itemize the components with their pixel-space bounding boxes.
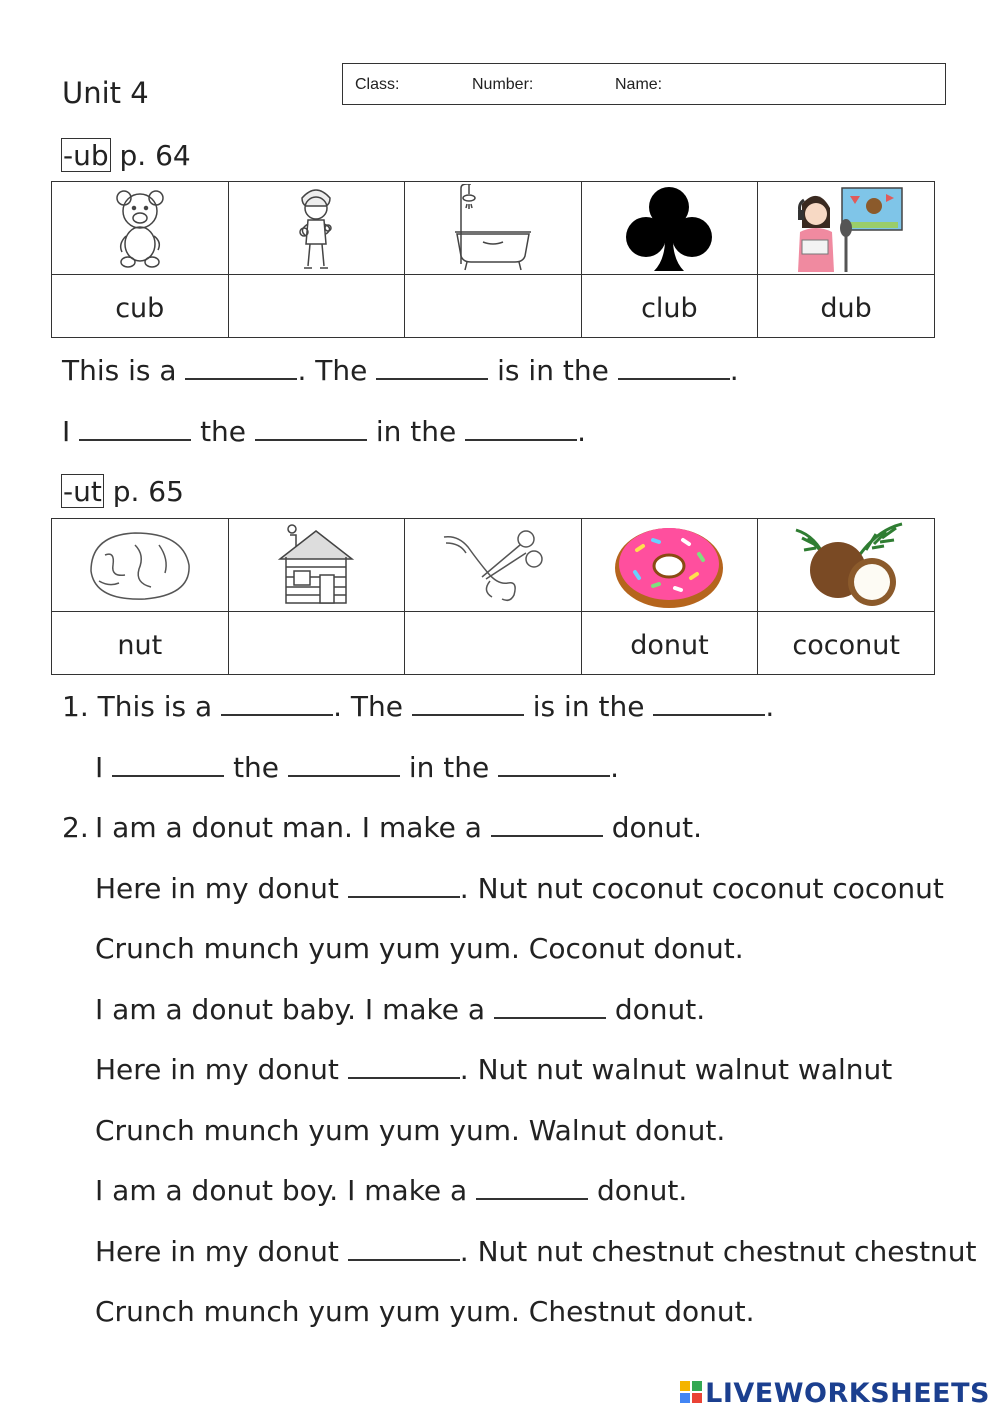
coconut-icon <box>786 520 906 610</box>
answer-blank[interactable] <box>618 356 730 380</box>
number-label: Number: <box>472 76 534 93</box>
word-cell: dub <box>758 275 935 338</box>
picture-cell <box>228 519 404 612</box>
song-line <box>95 932 744 965</box>
text-segment: donut. <box>597 1174 688 1207</box>
text-segment: . Nut nut coconut coconut coconut <box>459 872 944 905</box>
text-segment: Here in my donut <box>95 1235 339 1268</box>
song-line <box>95 1114 725 1147</box>
text-segment: . The <box>297 354 368 387</box>
text-segment: . <box>610 751 620 784</box>
club-suit-icon <box>624 185 714 271</box>
boy-scrubbing-icon <box>288 184 344 272</box>
text-segment: . <box>729 354 739 387</box>
song-line <box>95 1053 892 1086</box>
text-segment: I am a donut man. I make a <box>95 811 482 844</box>
section-ub-heading <box>61 138 191 172</box>
student-info-box <box>342 63 946 105</box>
song-line <box>95 1295 755 1328</box>
ub-word-table <box>51 181 935 338</box>
song-line <box>95 993 705 1026</box>
answer-blank[interactable] <box>348 874 460 898</box>
text-segment: . The <box>333 690 403 723</box>
answer-blank[interactable] <box>348 1055 460 1079</box>
rime-ut-box: -ut <box>63 475 102 508</box>
picture-cell <box>581 519 758 612</box>
word-cell: cub <box>52 275 229 338</box>
hut-icon <box>274 523 358 607</box>
word-cell-blank[interactable] <box>404 275 581 338</box>
text-segment: I am a donut boy. I make a <box>95 1174 468 1207</box>
answer-blank[interactable] <box>79 417 191 441</box>
answer-blank[interactable] <box>348 1237 460 1261</box>
text-segment: I <box>62 415 71 448</box>
word-cell-blank[interactable] <box>405 612 582 675</box>
text-segment: the <box>233 751 280 784</box>
text-segment: is in the <box>497 354 609 387</box>
picture-cell <box>758 519 935 612</box>
picture-cell <box>581 182 758 275</box>
page-ref-64: p. 64 <box>119 139 191 172</box>
text-segment: . Nut nut walnut walnut walnut <box>459 1053 893 1086</box>
picture-cell <box>228 182 404 275</box>
answer-blank[interactable] <box>288 753 400 777</box>
ut-q1-sentence-1 <box>62 690 774 723</box>
picture-cell <box>405 519 582 612</box>
text-segment: . <box>765 690 775 723</box>
donut-icon <box>613 520 725 610</box>
ut-q1-sentence-2 <box>95 751 619 784</box>
answer-blank[interactable] <box>376 356 488 380</box>
answer-blank[interactable] <box>221 692 333 716</box>
text-segment: This is a <box>62 354 177 387</box>
word-cell: coconut <box>758 612 935 675</box>
brand-text: LIVEWORKSHEETS <box>705 1378 990 1409</box>
page-ref-65: p. 65 <box>112 475 184 508</box>
text-segment: . <box>577 415 587 448</box>
section-ut-heading <box>61 474 184 508</box>
text-segment: I am a donut baby. I make a <box>95 993 486 1026</box>
picture-cell <box>52 519 229 612</box>
question-number: 1. <box>62 690 89 723</box>
text-segment: Here in my donut <box>95 872 339 905</box>
answer-blank[interactable] <box>653 692 765 716</box>
song-line <box>95 872 944 905</box>
bathtub-icon <box>453 184 533 272</box>
rime-ub-box: -ub <box>63 139 109 172</box>
answer-blank[interactable] <box>112 753 224 777</box>
text-segment: This is a <box>97 690 213 723</box>
text-segment: donut. <box>611 811 702 844</box>
text-segment: in the <box>375 415 457 448</box>
text-segment: . Nut nut chestnut chestnut chestnut <box>459 1235 977 1268</box>
song-line <box>95 1174 687 1207</box>
answer-blank[interactable] <box>412 692 524 716</box>
word-cell-blank[interactable] <box>228 612 404 675</box>
word-cell-blank[interactable] <box>228 275 404 338</box>
text-segment: Crunch munch yum yum yum. Chestnut donut. <box>95 1295 755 1328</box>
text-segment: donut. <box>614 993 706 1026</box>
answer-blank[interactable] <box>185 356 297 380</box>
text-segment: the <box>200 415 247 448</box>
answer-blank[interactable] <box>476 1176 588 1200</box>
ut-word-table <box>51 518 935 675</box>
class-label: Class: <box>355 76 400 93</box>
liveworksheets-logo[interactable] <box>680 1378 990 1409</box>
liveworksheets-icon <box>680 1381 702 1405</box>
teddy-bear-icon <box>110 186 170 270</box>
q2-number: 2. <box>62 811 89 844</box>
song-line <box>95 1235 977 1268</box>
answer-blank[interactable] <box>498 753 610 777</box>
picture-cell <box>404 182 581 275</box>
picture-cell <box>52 182 229 275</box>
answer-blank[interactable] <box>255 417 367 441</box>
answer-blank[interactable] <box>494 995 606 1019</box>
text-segment: Here in my donut <box>95 1053 339 1086</box>
ub-sentence-2 <box>62 415 586 448</box>
ub-sentence-1 <box>62 354 739 387</box>
song-line <box>95 811 702 844</box>
text-segment: I <box>95 751 104 784</box>
word-cell: donut <box>581 612 758 675</box>
picture-cell <box>758 182 935 275</box>
unit-title: Unit 4 <box>62 76 149 110</box>
word-cell: club <box>581 275 758 338</box>
singer-dubbing-icon <box>786 184 906 272</box>
scissors-cut-icon <box>438 525 548 605</box>
text-segment: in the <box>408 751 490 784</box>
answer-blank[interactable] <box>491 813 603 837</box>
name-label: Name: <box>615 76 663 93</box>
text-segment: Crunch munch yum yum yum. Walnut donut. <box>95 1114 726 1147</box>
text-segment: is in the <box>532 690 645 723</box>
word-cell: nut <box>52 612 229 675</box>
answer-blank[interactable] <box>465 417 577 441</box>
walnut-icon <box>85 525 195 605</box>
text-segment: Crunch munch yum yum yum. Coconut donut. <box>95 932 744 965</box>
